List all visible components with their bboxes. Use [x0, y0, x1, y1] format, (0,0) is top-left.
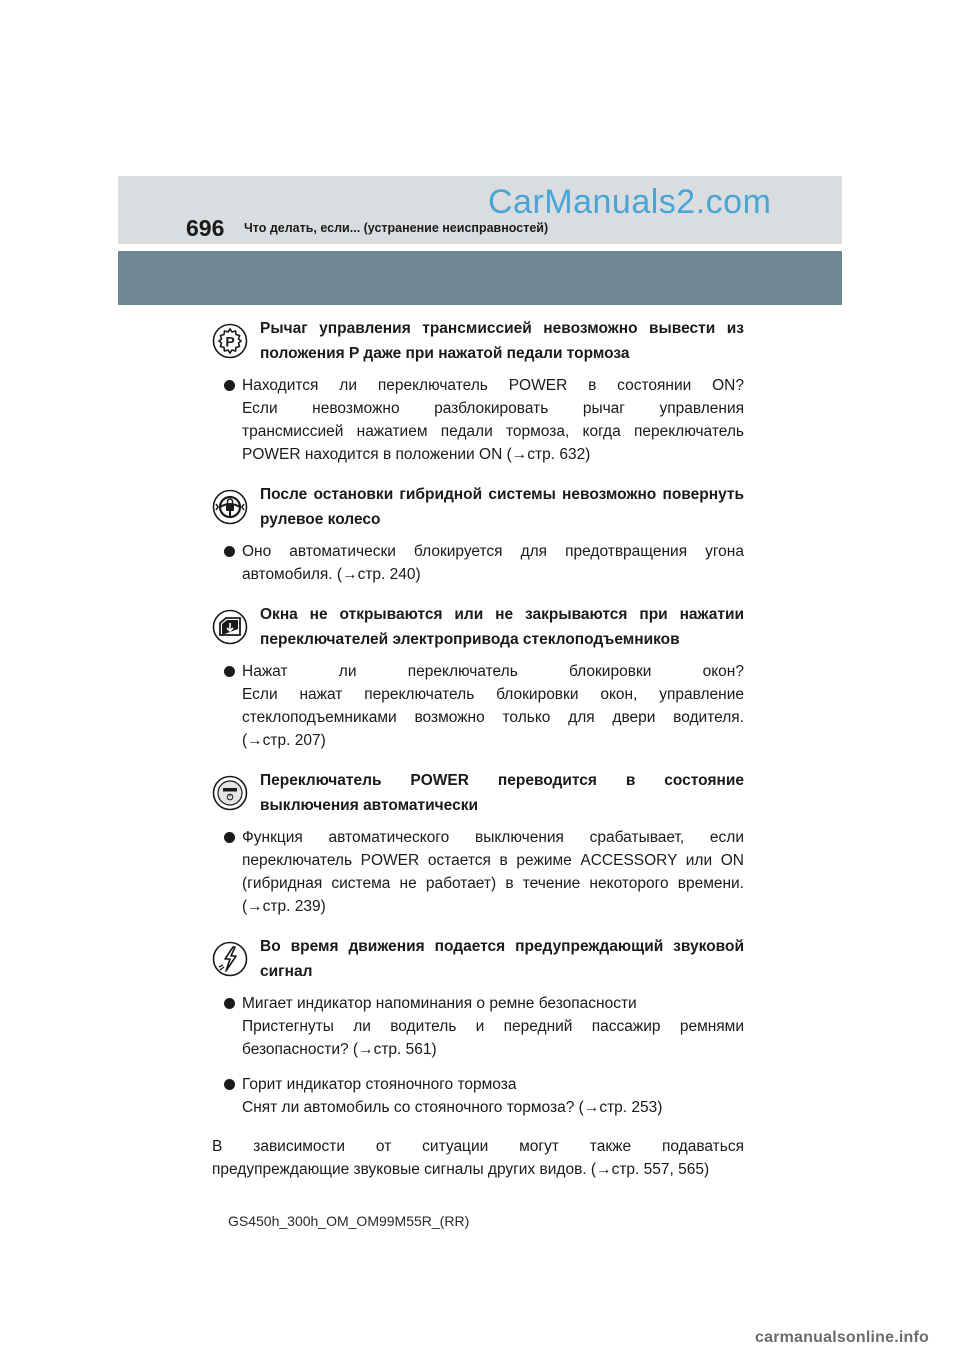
topic-steering-lock [212, 482, 744, 586]
bullet-dot [224, 832, 235, 843]
chapter-title: Что делать, если... (устранение неисправностей) [244, 221, 549, 235]
topic-title: Окна не открываются или не закрываются при нажатии переключателей электропривода стеклоподъемников [260, 606, 744, 648]
topic-transmission-lever [212, 316, 744, 466]
bullet-line: Если нажат переключатель блокировки окон, управление [242, 686, 744, 703]
svg-text:P: P [225, 333, 235, 350]
bullet-line: Горит индикатор стояночного тормоза [242, 1076, 517, 1093]
bullet-line: Снят ли автомобиль со стояночного тормоза? (→стр. 253) [242, 1099, 663, 1116]
bullet-item [212, 1073, 744, 1119]
bullet-dot [224, 998, 235, 1009]
topic-warning-buzzer [212, 934, 744, 1119]
bullet-dot [224, 1079, 235, 1090]
bullet-line: (→стр. 207) [242, 732, 326, 749]
bullet-dot [224, 546, 235, 557]
bullet-line: Если невозможно разблокировать рычаг управления [242, 400, 744, 417]
note-line: В зависимости от ситуации могут также подаваться [212, 1138, 744, 1155]
steering-lock-icon [212, 489, 248, 525]
footer-code: GS450h_300h_OM_OM99M55R_(RR) [228, 1213, 470, 1229]
content [212, 316, 744, 1181]
bullet-line: безопасности? (→стр. 561) [242, 1041, 437, 1058]
bullet-line: Мигает индикатор напоминания о ремне безопасности [242, 995, 637, 1012]
topic-head [212, 934, 744, 984]
topic-power-windows [212, 602, 744, 752]
bullet-dot [224, 666, 235, 677]
bullet-line: Находится ли переключатель POWER в состоянии ON? [242, 377, 744, 394]
bullet-line: (→стр. 239) [242, 898, 326, 915]
topic-auto-power-off [212, 768, 744, 918]
bullet-item [212, 540, 744, 586]
bullet-line: Функция автоматического выключения срабатывает, если [242, 829, 744, 846]
power-button-icon [212, 775, 248, 811]
bullet-line: переключатель POWER остается в режиме ACCESSORY или ON [242, 852, 744, 869]
bullet-line: POWER находится в положении ON (→стр. 632) [242, 446, 591, 463]
bullet-item [212, 992, 744, 1061]
note-line: предупреждающие звуковые сигналы других видов. (→стр. 557, 565) [212, 1161, 710, 1178]
topic-head [212, 768, 744, 818]
watermark-bottom: carmanualsonline.info [755, 1329, 930, 1346]
park-gear-icon [212, 323, 248, 359]
bullet-line: Пристегнуты ли водитель и передний пассажир ремнями [242, 1018, 744, 1035]
bullet-line: Нажат ли переключатель блокировки окон? [242, 663, 744, 680]
topic-head [212, 316, 744, 366]
bullet-line: Оно автоматически блокируется для предотвращения угона [242, 543, 744, 560]
bullet-line: (гибридная система не работает) в течение некоторого времени. [242, 875, 744, 892]
topic-head [212, 602, 744, 652]
bullet-dot [224, 380, 235, 391]
note-paragraph [212, 1135, 744, 1181]
watermark-top: CarManuals2.com [488, 183, 772, 221]
bullet-item [212, 826, 744, 918]
topic-title: Рычаг управления трансмиссией невозможно вывести из положения P даже при нажатой педали тормоза [260, 320, 744, 362]
page-number: 696 [186, 215, 225, 241]
warning-buzzer-icon [212, 941, 248, 977]
bullet-item [212, 374, 744, 466]
bullet-line: стеклоподъемниками возможно только для двери водителя. [242, 709, 744, 726]
topic-title: Переключатель POWER переводится в состояние выключения автоматически [260, 772, 744, 814]
window-switch-icon [212, 609, 248, 645]
bullet-line: трансмиссией нажатием педали тормоза, когда переключатель [242, 423, 744, 440]
topic-title: После остановки гибридной системы невозможно повернуть рулевое колесо [260, 486, 744, 528]
bullet-line: автомобиля. (→стр. 240) [242, 566, 421, 583]
bullet-item [212, 660, 744, 752]
topic-head [212, 482, 744, 532]
section-bar [118, 251, 842, 305]
topic-title: Во время движения подается предупреждающий звуковой сигнал [260, 938, 744, 980]
